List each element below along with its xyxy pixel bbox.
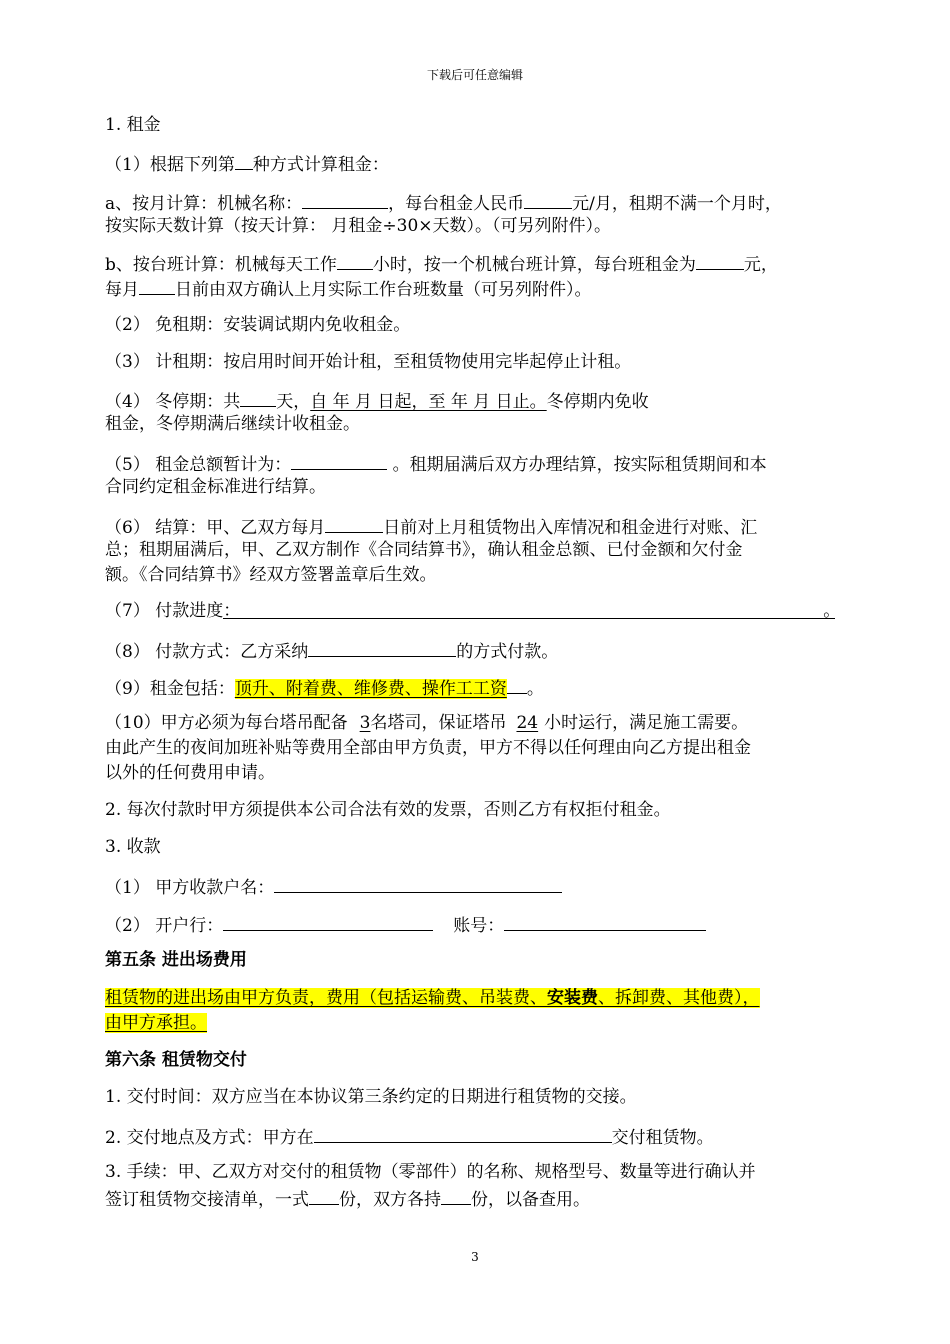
- blank-field: [309, 1186, 339, 1205]
- text: （6） 结算：甲、乙双方每月: [105, 518, 326, 538]
- section-rent-title: [105, 114, 161, 136]
- operating-hours: 24: [516, 713, 539, 733]
- text: 账号：: [453, 916, 505, 936]
- blank-field: [274, 874, 562, 893]
- text: 份，以备查用。: [471, 1190, 590, 1210]
- text: 2. 每次付款时甲方须提供本公司合法有效的发票，否则乙方有权拒付租金。: [105, 800, 671, 820]
- crane-operators-line-2: [105, 737, 751, 759]
- text: 冬停期内免收: [546, 392, 649, 412]
- shift-calc-line-1: [105, 251, 778, 276]
- blank-field: [507, 675, 527, 694]
- winter-stop-line-1: [105, 388, 649, 413]
- text: 份，双方各持: [339, 1190, 441, 1210]
- text: 3. 手续：甲、乙双方对交付的租赁物（零部件）的名称、规格型号、数量等进行确认并: [105, 1162, 756, 1182]
- text: 小时，按一个机械台班计算，每台班租金为: [372, 255, 696, 275]
- text: 的方式付款。: [456, 642, 559, 662]
- text: （1）根据下列第: [105, 155, 235, 175]
- text: 签订租赁物交接清单，一式: [105, 1190, 309, 1210]
- text: 1. 租金: [105, 115, 161, 135]
- bank-account: [105, 912, 706, 937]
- text: （2） 开户行：: [105, 916, 224, 936]
- page-number: 3: [471, 1250, 479, 1264]
- text: 合同约定租金标准进行结算。: [105, 477, 326, 497]
- text: 种方式计算租金：: [252, 155, 389, 175]
- billing-period: [105, 351, 631, 373]
- rent-total-line-1: [105, 451, 767, 476]
- blank-field: [235, 151, 253, 170]
- text: 安装费: [547, 988, 598, 1008]
- text: 由此产生的夜间加班补贴等费用全部由甲方负责，甲方不得以任何理由向乙方提出租金: [105, 738, 751, 758]
- text: 。租期届满后双方办理结算，按实际租赁期间和本: [387, 455, 767, 475]
- invoice-clause: [105, 799, 671, 821]
- rent-total-line-2: [105, 476, 326, 498]
- payment-method: [105, 638, 558, 663]
- text: （7） 付款进度: [105, 601, 224, 621]
- delivery-time: [105, 1086, 637, 1108]
- rent-clause-1: [105, 151, 389, 176]
- page-header: 下载后可任意编辑: [426, 68, 523, 82]
- text: 天，: [276, 392, 311, 412]
- text: （4） 冬停期：共: [105, 392, 241, 412]
- blank-field: [441, 1186, 471, 1205]
- text: 总；租期届满后，甲、乙双方制作《合同结算书》，确认租金总额、已付金额和欠付金: [105, 540, 743, 560]
- winter-stop-dates: 自 年 月 日起，至 年 月 日止。: [310, 392, 547, 412]
- text: 租赁物的进出场由甲方负责，费用（包括运输费、吊装费、: [105, 988, 547, 1008]
- blank-field: [504, 912, 706, 931]
- shift-calc-line-2: [105, 276, 592, 301]
- text: 。: [526, 679, 544, 699]
- text: 每月: [105, 280, 139, 300]
- settlement-line-2: [105, 539, 743, 561]
- text: 元，: [743, 255, 778, 275]
- procedures-line-1: [105, 1161, 756, 1183]
- monthly-calc-line-2: [105, 215, 611, 237]
- winter-stop-line-2: [105, 413, 360, 435]
- procedures-line-2: [105, 1186, 590, 1211]
- text: 额。《合同结算书》经双方签署盖章后生效。: [105, 565, 437, 585]
- operator-count: 3: [359, 713, 371, 733]
- text: （9）租金包括：: [105, 679, 235, 699]
- text: ，每台租金人民币: [388, 194, 525, 214]
- text: （5） 租金总额暂计为：: [105, 455, 292, 475]
- article-5-heading: [105, 949, 247, 971]
- text: 按实际天数计算（按天计算： 月租金÷30×天数）。（可另列附件）。: [105, 216, 612, 236]
- crane-operators-line-3: [105, 762, 275, 784]
- text: 小时运行，满足施工需要。: [544, 713, 749, 733]
- rent-includes: [105, 675, 544, 700]
- crane-operators-line-1: [105, 712, 748, 734]
- settlement-line-1: [105, 514, 757, 539]
- blank-field: [337, 251, 373, 270]
- text: （2） 免租期：安装调试期内免收租金。: [105, 315, 411, 335]
- text: 3. 收款: [105, 837, 161, 857]
- article-6-heading: [105, 1049, 247, 1071]
- text: 名塔司，保证塔吊: [370, 713, 507, 733]
- text: 第五条 进出场费用: [105, 950, 247, 970]
- text: 日前由双方确认上月实际工作台班数量（可另列附件）。: [175, 280, 592, 300]
- text: 由甲方承担。: [105, 1013, 207, 1033]
- blank-field: [314, 1124, 612, 1143]
- account-name: [105, 874, 562, 899]
- rent-includes-value: 顶升、附着费、维修费、操作工工资: [234, 679, 507, 699]
- rent-free-period: [105, 314, 410, 336]
- text: 以外的任何费用申请。: [105, 763, 275, 783]
- text: （1） 甲方收款户名：: [105, 878, 275, 898]
- text: b、按台班计算：机械每天工作: [105, 255, 337, 275]
- blank-field: [308, 638, 456, 657]
- text: 第六条 租赁物交付: [105, 1050, 247, 1070]
- blank-field: [291, 451, 387, 470]
- text: （10）甲方必须为每台塔吊配备: [105, 713, 348, 733]
- delivery-place: [105, 1124, 714, 1149]
- blank-field: [302, 190, 388, 209]
- blank-field: [240, 388, 276, 407]
- blank-field: [696, 251, 744, 270]
- text: （8） 付款方式：乙方采纳: [105, 642, 309, 662]
- text: 2. 交付地点及方式：甲方在: [105, 1128, 314, 1148]
- text: 元/月，租期不满一个月时，: [572, 194, 782, 214]
- settlement-line-3: [105, 564, 437, 586]
- blank-field: [325, 514, 383, 533]
- transport-cost-line-1: [105, 987, 760, 1009]
- monthly-calc-line-1: [105, 190, 782, 215]
- text: 1. 交付时间：双方应当在本协议第三条约定的日期进行租赁物的交接。: [105, 1087, 637, 1107]
- text: 租金，冬停期满后继续计收租金。: [105, 414, 360, 434]
- section-receipt-title: [105, 836, 161, 858]
- text: 日前对上月租赁物出入库情况和租金进行对账、汇: [383, 518, 758, 538]
- text: 。: [823, 601, 841, 621]
- blank-field: [139, 276, 175, 295]
- payment-schedule: [105, 600, 841, 622]
- blank-field: [223, 600, 841, 621]
- text: （3） 计租期：按启用时间开始计租，至租赁物使用完毕起停止计租。: [105, 352, 632, 372]
- blank-field: [223, 912, 433, 931]
- text: a、按月计算：机械名称：: [105, 194, 303, 214]
- text: 、拆卸费、其他费），: [598, 988, 760, 1008]
- blank-field: [524, 190, 572, 209]
- text: ：: [223, 601, 241, 621]
- transport-cost-line-2: [105, 1012, 207, 1034]
- text: 交付租赁物。: [611, 1128, 714, 1148]
